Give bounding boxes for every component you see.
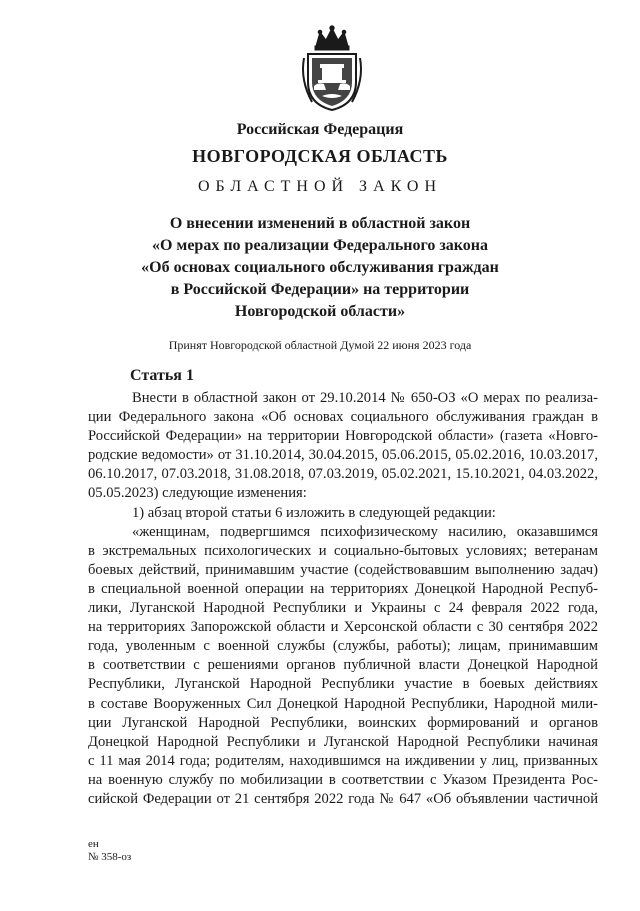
law-title-line: О внесении изменений в областной закон xyxy=(169,215,471,232)
body-line: в составе Вооруженных Сил Донецкой Народной Республики, Народной мили- xyxy=(88,695,598,712)
body-line: ции Федерального закона «Об основах социального обслуживания граждан в xyxy=(88,409,598,426)
law-title-line: «О мерах по реализации Федерального закона xyxy=(151,237,489,254)
body-line: года, уволенным с военной службы (службы, работы); лицам, принимавшим xyxy=(88,638,598,655)
footer-number: № 358-оз xyxy=(88,851,132,863)
law-title-line: Новгородской области» xyxy=(234,303,406,320)
document-type: ОБЛАСТНОЙ ЗАКОН xyxy=(197,178,442,195)
body-line: Донецкой Народной Республики и Луганской Народной Республики начиная xyxy=(88,733,598,750)
body-line: в экстремальных психологических и социально-бытовых условиях; ветеранам xyxy=(88,542,598,559)
body-line: 06.10.2017, 07.03.2018, 31.08.2018, 07.03.2019, 05.02.2021, 15.10.2021, 04.03.2022, xyxy=(88,466,598,483)
body-line: 05.05.2023) следующие изменения: xyxy=(88,485,307,502)
law-title-line: в Российской Федерации» на территории xyxy=(170,281,470,298)
body-line: родские ведомости» от 31.10.2014, 30.04.2015, 05.06.2015, 05.02.2016, 10.03.2017, xyxy=(88,447,598,464)
novgorod-coat-of-arms-icon xyxy=(298,24,366,112)
body-line: в специальной военной операции на территориях Донецкой Народной Респуб- xyxy=(88,580,598,597)
footer-initials: ен xyxy=(88,838,99,850)
body-line: сийской Федерации от 21 сентября 2022 года № 647 «Об объявлении частичной xyxy=(88,790,598,807)
region-name: НОВГОРОДСКАЯ ОБЛАСТЬ xyxy=(192,146,448,166)
body-line: лики, Луганской Народной Республики и Украины с 24 февраля 2022 года, xyxy=(88,600,598,617)
body-line: Российской Федерации» на территории Новгородской области» (газета «Новго- xyxy=(88,428,598,445)
body-line: на территориях Запорожской области и Херсонской области с 30 сентября 2022 xyxy=(88,619,598,636)
law-title-line: «Об основах социального обслуживания граждан xyxy=(141,259,499,276)
law-title xyxy=(60,213,580,323)
body-line: в соответствии с решениями органов публичной власти Донецкой Народной xyxy=(88,657,598,674)
adoption-note: Принят Новгородской областной Думой 22 июня 2023 года xyxy=(168,338,472,352)
body-line: Республики, Луганской Народной Республики участие в боевых действиях xyxy=(88,676,598,693)
body-line: ции Луганской Народной Республики, воинских формирований и органов xyxy=(88,714,598,731)
body-line: Внести в областной закон от 29.10.2014 № 650-ОЗ «О мерах по реализа- xyxy=(132,390,598,406)
document-footer xyxy=(88,838,131,864)
body-line: на военную службу по мобилизации в соответствии с Указом Президента Рос- xyxy=(88,771,598,788)
body-line: 1) абзац второй статьи 6 изложить в следующей редакции: xyxy=(132,504,496,521)
country-name: Российская Федерация xyxy=(236,121,404,138)
article-body xyxy=(88,389,598,809)
body-line: с 11 мая 2014 года; родителям, находившимся на иждивении у лиц, призванных xyxy=(88,752,598,769)
body-line: боевых действий, принимавшим участие (содействовавшим выполнению задач) xyxy=(88,561,598,578)
article-heading: Статья 1 xyxy=(130,367,194,384)
body-line: «женщинам, подвергшимся психофизическому насилию, оказавшимся xyxy=(132,523,598,540)
